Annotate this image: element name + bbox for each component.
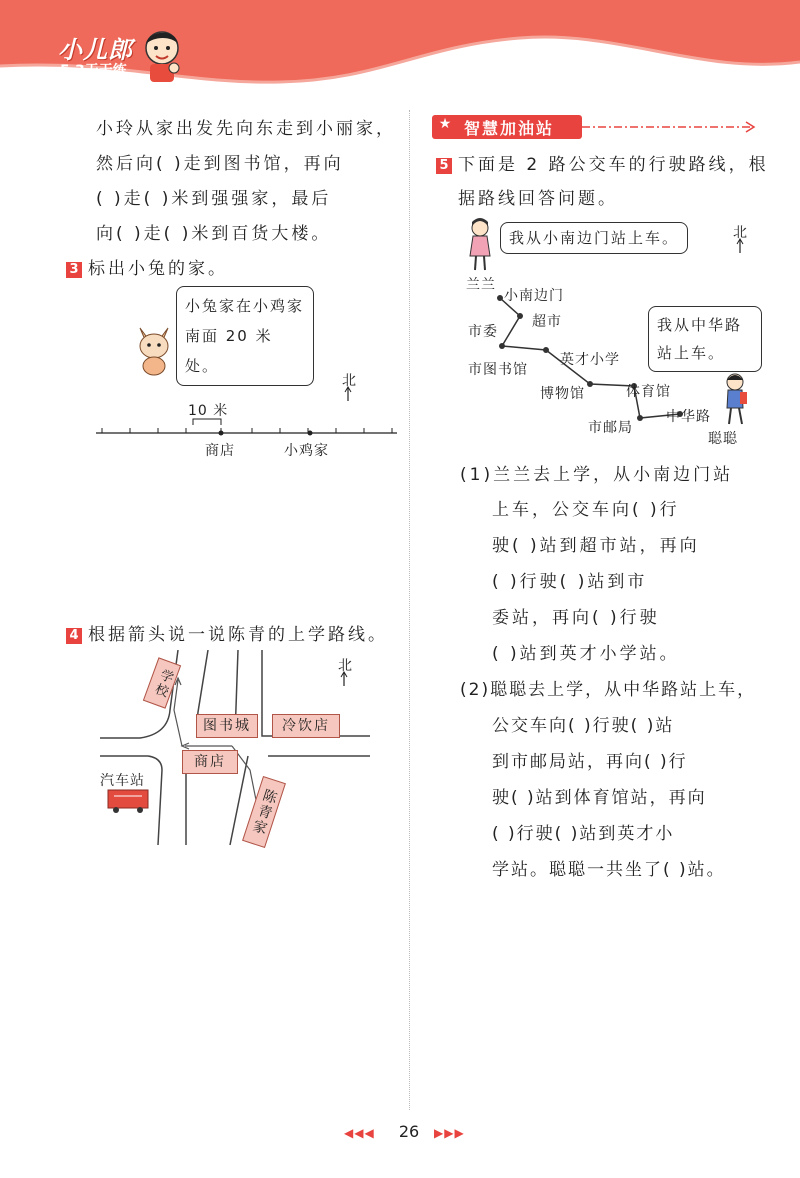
q4-cold-drink-shop: 冷饮店 — [272, 714, 340, 738]
q4-north: 北 — [338, 658, 353, 674]
station-zhonghua-road: 中华路 — [666, 409, 711, 425]
intro-line-1: 小玲从家出发先向东走到小丽家， — [96, 119, 396, 139]
q5-part2-line-5: ( )行驶( )站到英才小 — [492, 824, 675, 844]
station-city-committee: 市委 — [468, 324, 498, 340]
conglong-bubble-line-1: 我从中华路 — [657, 316, 743, 334]
q3-scale-label: 10 米 — [188, 403, 229, 419]
q5-part1-line-6: ( )站到英才小学站。 — [492, 644, 680, 664]
q5-intro-1 — [436, 150, 769, 175]
q4-chen-home: 陈青家 — [242, 776, 286, 848]
q5-part1-line-2: 上车，公交车向( )行 — [492, 500, 680, 520]
q5-north: 北 — [733, 225, 748, 241]
station-stadium: 体育馆 — [626, 384, 671, 400]
q4-bus-station-label: 汽车站 — [100, 773, 145, 789]
brand-logo: 小儿郎 — [58, 36, 133, 64]
page-number: 26 — [398, 1122, 420, 1141]
q3-shop-label: 商店 — [205, 443, 235, 459]
station-yingcai-school: 英才小学 — [560, 352, 620, 368]
lightbulb-icon: ★ — [438, 116, 452, 132]
q5-north-arrow-icon — [735, 238, 745, 254]
lanlan-label: 兰兰 — [466, 277, 496, 293]
station-museum: 博物馆 — [540, 386, 585, 402]
lanlan-girl-icon — [464, 218, 498, 274]
q5-part2-line-6: 学站。聪聪一共坐了( )站。 — [492, 860, 726, 880]
station-xiaonan-gate: 小南边门 — [504, 288, 564, 304]
q5-number: 5 — [436, 158, 452, 174]
cat-icon — [132, 320, 176, 376]
lanlan-speech-bubble: 我从小南边门站上车。 — [500, 222, 688, 254]
q5-intro-text-1: 下面是 2 路公交车的行驶路线，根 — [458, 155, 769, 175]
station-post-office: 市邮局 — [588, 420, 633, 436]
intro-line-2: 然后向( )走到图书馆，再向 — [96, 154, 344, 174]
q3-north: 北 — [342, 373, 357, 389]
conglong-label: 聪聪 — [708, 431, 738, 447]
q5-intro-2: 据路线回答问题。 — [458, 189, 618, 209]
q3-text: 标出小兔的家。 — [88, 259, 228, 279]
intro-line-3: ( )走( )米到强强家，最后 — [96, 189, 332, 209]
q4-text: 根据箭头说一说陈青的上学路线。 — [88, 625, 388, 645]
q3-north-arrow-icon — [343, 386, 353, 402]
q4-title — [66, 620, 388, 645]
intro-line-4: 向( )走( )米到百货大楼。 — [96, 224, 332, 244]
prev-arrows-icon: ◀◀◀ — [344, 1126, 375, 1140]
column-divider — [409, 110, 410, 1110]
q5-part1-line-1: (1)兰兰去上学，从小南边门站 — [460, 465, 734, 485]
q5-part2-line-1: (2)聪聪去上学，从中华路站上车， — [460, 680, 757, 700]
station-supermarket: 超市 — [532, 314, 562, 330]
q4-shop: 商店 — [182, 750, 238, 774]
q3-chicken-home-label: 小鸡家 — [284, 443, 329, 459]
q4-number: 4 — [66, 628, 82, 644]
q4-library: 图书城 — [196, 714, 258, 738]
q3-number-line — [92, 415, 402, 445]
q4-school: 学校 — [143, 657, 181, 708]
section-title: 智慧加油站 — [464, 119, 555, 138]
q3-title — [66, 254, 228, 279]
mascot-boy-icon — [140, 26, 184, 84]
station-city-library: 市图书馆 — [468, 362, 528, 378]
q3-speech-bubble — [176, 286, 314, 386]
q5-part2-line-3: 到市邮局站，再向( )行 — [492, 752, 688, 772]
q5-part1-line-4: ( )行驶( )站到市 — [492, 572, 648, 592]
conglong-bubble-line-2: 站上车。 — [657, 344, 726, 362]
q3-bubble-line-2: 南面 20 米处。 — [185, 327, 273, 375]
q5-part1-line-5: 委站，再向( )行驶 — [492, 608, 660, 628]
series-label: 5·3天天练 — [60, 63, 127, 79]
q3-bubble-line-1: 小兔家在小鸡家 — [185, 297, 305, 315]
next-arrows-icon: ▶▶▶ — [434, 1126, 465, 1140]
q3-number: 3 — [66, 262, 82, 278]
q5-part2-line-4: 驶( )站到体育馆站，再向 — [492, 788, 707, 808]
q5-part2-line-2: 公交车向( )行驶( )站 — [492, 716, 675, 736]
q5-part1-line-3: 驶( )站到超市站，再向 — [492, 536, 700, 556]
